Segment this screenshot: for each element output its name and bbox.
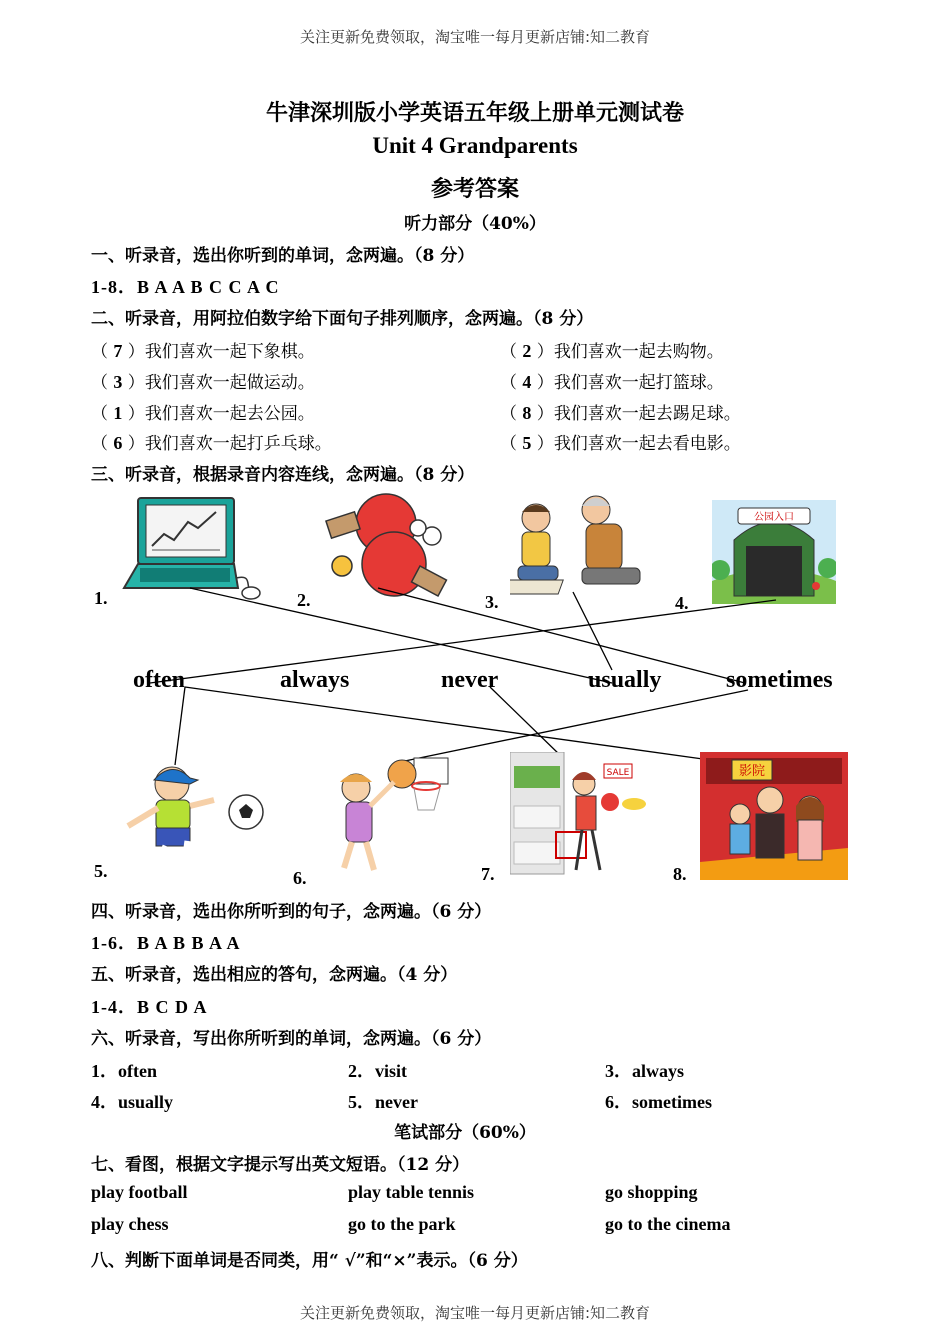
adverb-word: never (441, 667, 499, 693)
picture-label: 3. (485, 592, 499, 612)
picture-label: 6. (293, 868, 307, 888)
adverb-word: usually (588, 667, 662, 693)
order-number: 6 (113, 433, 123, 453)
picture-label: 7. (481, 864, 495, 884)
adverb-word: often (133, 667, 185, 693)
word-answer: 1．often (91, 1061, 157, 1081)
sec5-answer: 1-4．B C D A (91, 997, 208, 1017)
picture-label: 4. (675, 593, 689, 613)
basketball-icon (322, 752, 452, 882)
order-text: 我们喜欢一起去看电影。 (553, 434, 741, 454)
phrase-answer: play table tennis (348, 1182, 475, 1202)
order-item: （ 2 ）我们喜欢一起去购物。 (500, 341, 724, 362)
cinema-sign-text: 影院 (738, 764, 766, 779)
order-text: 我们喜欢一起去购物。 (553, 342, 724, 362)
adverb-word: sometimes (726, 667, 833, 693)
adverb-word: always (280, 667, 350, 693)
page-title: 牛津深圳版小学英语五年级上册单元测试卷 (265, 100, 684, 126)
order-item: （ 5 ）我们喜欢一起去看电影。 (500, 433, 741, 454)
word-answer: 4．usually (91, 1092, 174, 1112)
match-line (185, 687, 710, 760)
order-item: （ 8 ）我们喜欢一起去踢足球。 (500, 403, 741, 424)
word-answer: 5．never (348, 1092, 418, 1112)
match-line (150, 600, 776, 683)
shopping-icon (510, 752, 652, 878)
order-item: （ 7 ）我们喜欢一起下象棋。 (91, 341, 315, 362)
sec4-heading: 四、听录音，选出你所听到的句子，念两遍。（6 分） (91, 902, 492, 922)
picture-label: 8. (673, 864, 687, 884)
match-line (573, 592, 612, 670)
order-text: 我们喜欢一起去公园。 (144, 404, 315, 424)
order-item: （ 6 ）我们喜欢一起打乒乓球。 (91, 433, 332, 454)
order-number: 7 (113, 341, 123, 361)
match-line (378, 588, 745, 683)
order-text: 我们喜欢一起打乒乓球。 (144, 434, 332, 454)
order-number: 2 (522, 341, 532, 361)
sec3-heading: 三、听录音，根据录音内容连线，念两遍。（8 分） (91, 465, 475, 485)
order-text: 我们喜欢一起下象棋。 (144, 342, 315, 362)
phrase-answer: play chess (91, 1214, 169, 1234)
order-text: 我们喜欢一起去踢足球。 (553, 404, 741, 424)
order-text: 我们喜欢一起打篮球。 (553, 373, 724, 393)
order-item: （ 4 ）我们喜欢一起打篮球。 (500, 372, 724, 393)
shop-sign-text: SALE (606, 768, 630, 778)
phrase-answer: go shopping (605, 1182, 698, 1202)
sec6-heading: 六、听录音，写出你所听到的单词，念两遍。（6 分） (91, 1029, 492, 1049)
match-line (175, 687, 185, 765)
picture-label: 2. (297, 590, 311, 610)
order-number: 4 (522, 372, 532, 392)
order-text: 我们喜欢一起做运动。 (144, 373, 315, 393)
sec1-heading: 一、听录音，选出你听到的单词，念两遍。（8 分） (91, 246, 475, 266)
header-note: 关注更新免费领取，淘宝唯一每月更新店铺:知二教育 (299, 28, 651, 46)
sec8-heading: 八、判断下面单词是否同类，用“ √”和“×”表示。（6 分） (91, 1251, 528, 1271)
cinema-icon (700, 752, 848, 880)
order-number: 3 (113, 372, 123, 392)
sec7-heading: 七、看图，根据文字提示写出英文短语。（12 分） (91, 1155, 470, 1175)
word-answer: 2．visit (348, 1061, 408, 1081)
phrase-answer: go to the cinema (605, 1214, 731, 1234)
word-answer: 3．always (605, 1061, 685, 1081)
word-answer: 6．sometimes (605, 1092, 712, 1112)
sec4-answer: 1-6．B A B B A A (91, 933, 241, 953)
sec2-heading: 二、听录音，用阿拉伯数字给下面句子排列顺序，念两遍。（8 分） (91, 309, 594, 329)
listening-heading: 听力部分（40%） (404, 214, 546, 234)
picture-label: 1. (94, 588, 108, 608)
phrase-answer: play football (91, 1182, 188, 1202)
football-icon (118, 760, 268, 878)
order-number: 8 (522, 403, 532, 423)
written-heading: 笔试部分（60%） (394, 1123, 536, 1143)
answers-title: 参考答案 (430, 176, 519, 202)
footer-note: 关注更新免费领取，淘宝唯一每月更新店铺:知二教育 (299, 1304, 651, 1322)
order-item: （ 1 ）我们喜欢一起去公园。 (91, 403, 315, 424)
sec1-answer: 1-8．B A A B C C A C (91, 277, 280, 297)
unit-title: Unit 4 Grandparents (372, 133, 578, 158)
order-number: 1 (113, 403, 123, 423)
picture-label: 5. (94, 861, 108, 881)
sec5-heading: 五、听录音，选出相应的答句，念两遍。（4 分） (91, 965, 458, 985)
order-number: 5 (522, 433, 532, 453)
phrase-answer: go to the park (348, 1214, 456, 1234)
park-sign-text: 公园入口 (754, 512, 794, 523)
match-line (490, 687, 562, 757)
order-item: （ 3 ）我们喜欢一起做运动。 (91, 372, 315, 393)
